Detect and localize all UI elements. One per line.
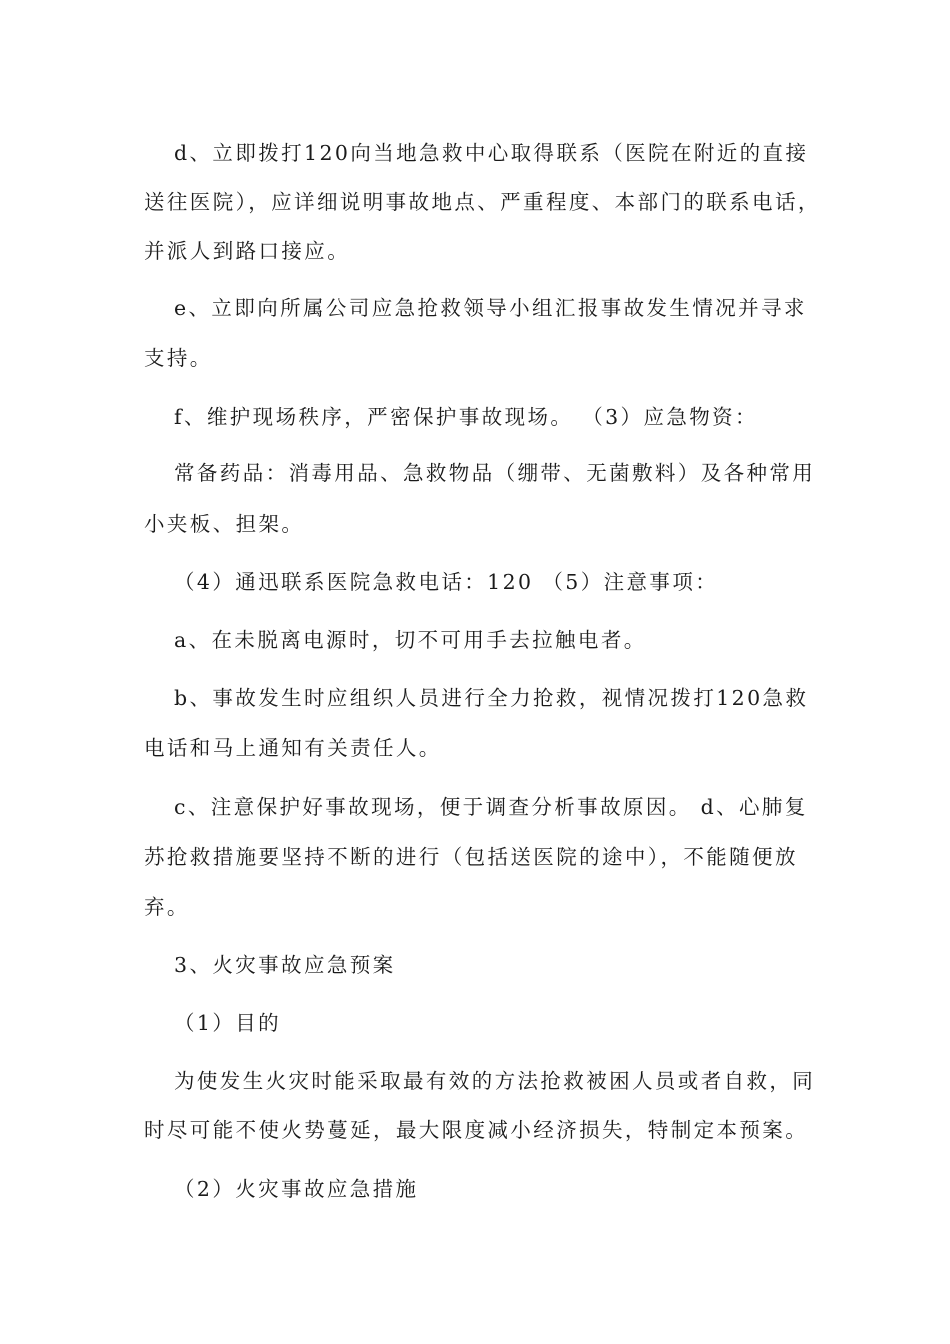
text-line: 常备药品：消毒用品、急救物品（绷带、无菌敷料）及各种常用 bbox=[174, 461, 816, 485]
text-line: 苏抢救措施要坚持不断的进行（包括送医院的途中），不能随便放 bbox=[144, 845, 798, 869]
text-line: a、在未脱离电源时，切不可用手去拉触电者。 bbox=[174, 628, 647, 652]
section-heading: 3、火灾事故应急预案 bbox=[174, 953, 396, 977]
subsection-heading: （2）火灾事故应急措施 bbox=[174, 1177, 419, 1201]
text-line: d、立即拨打120向当地急救中心取得联系（医院在附近的直接 bbox=[174, 141, 809, 165]
text-line: 弃。 bbox=[144, 895, 190, 919]
text-line: （4）通迅联系医院急救电话：120 （5）注意事项： bbox=[174, 570, 719, 594]
text-line: 支持。 bbox=[144, 346, 213, 370]
subsection-heading: （1）目的 bbox=[174, 1011, 282, 1035]
text-line: 电话和马上通知有关责任人。 bbox=[144, 736, 442, 760]
text-line: c、注意保护好事故现场，便于调查分析事故原因。 d、心肺复 bbox=[174, 795, 808, 819]
text-line: 送往医院），应详细说明事故地点、严重程度、本部门的联系电话， bbox=[144, 190, 821, 214]
text-line: f、维护现场秩序，严密保护事故现场。 （3）应急物资： bbox=[174, 405, 758, 429]
text-line: e、立即向所属公司应急抢救领导小组汇报事故发生情况并寻求 bbox=[174, 296, 807, 320]
text-line: 为使发生火灾时能采取最有效的方法抢救被困人员或者自救，同 bbox=[174, 1069, 816, 1093]
text-line: 时尽可能不使火势蔓延，最大限度减小经济损失，特制定本预案。 bbox=[144, 1118, 809, 1142]
text-line: 并派人到路口接应。 bbox=[144, 239, 351, 263]
text-line: b、事故发生时应组织人员进行全力抢救，视情况拨打120急救 bbox=[174, 686, 809, 710]
text-line: 小夹板、担架。 bbox=[144, 512, 305, 536]
